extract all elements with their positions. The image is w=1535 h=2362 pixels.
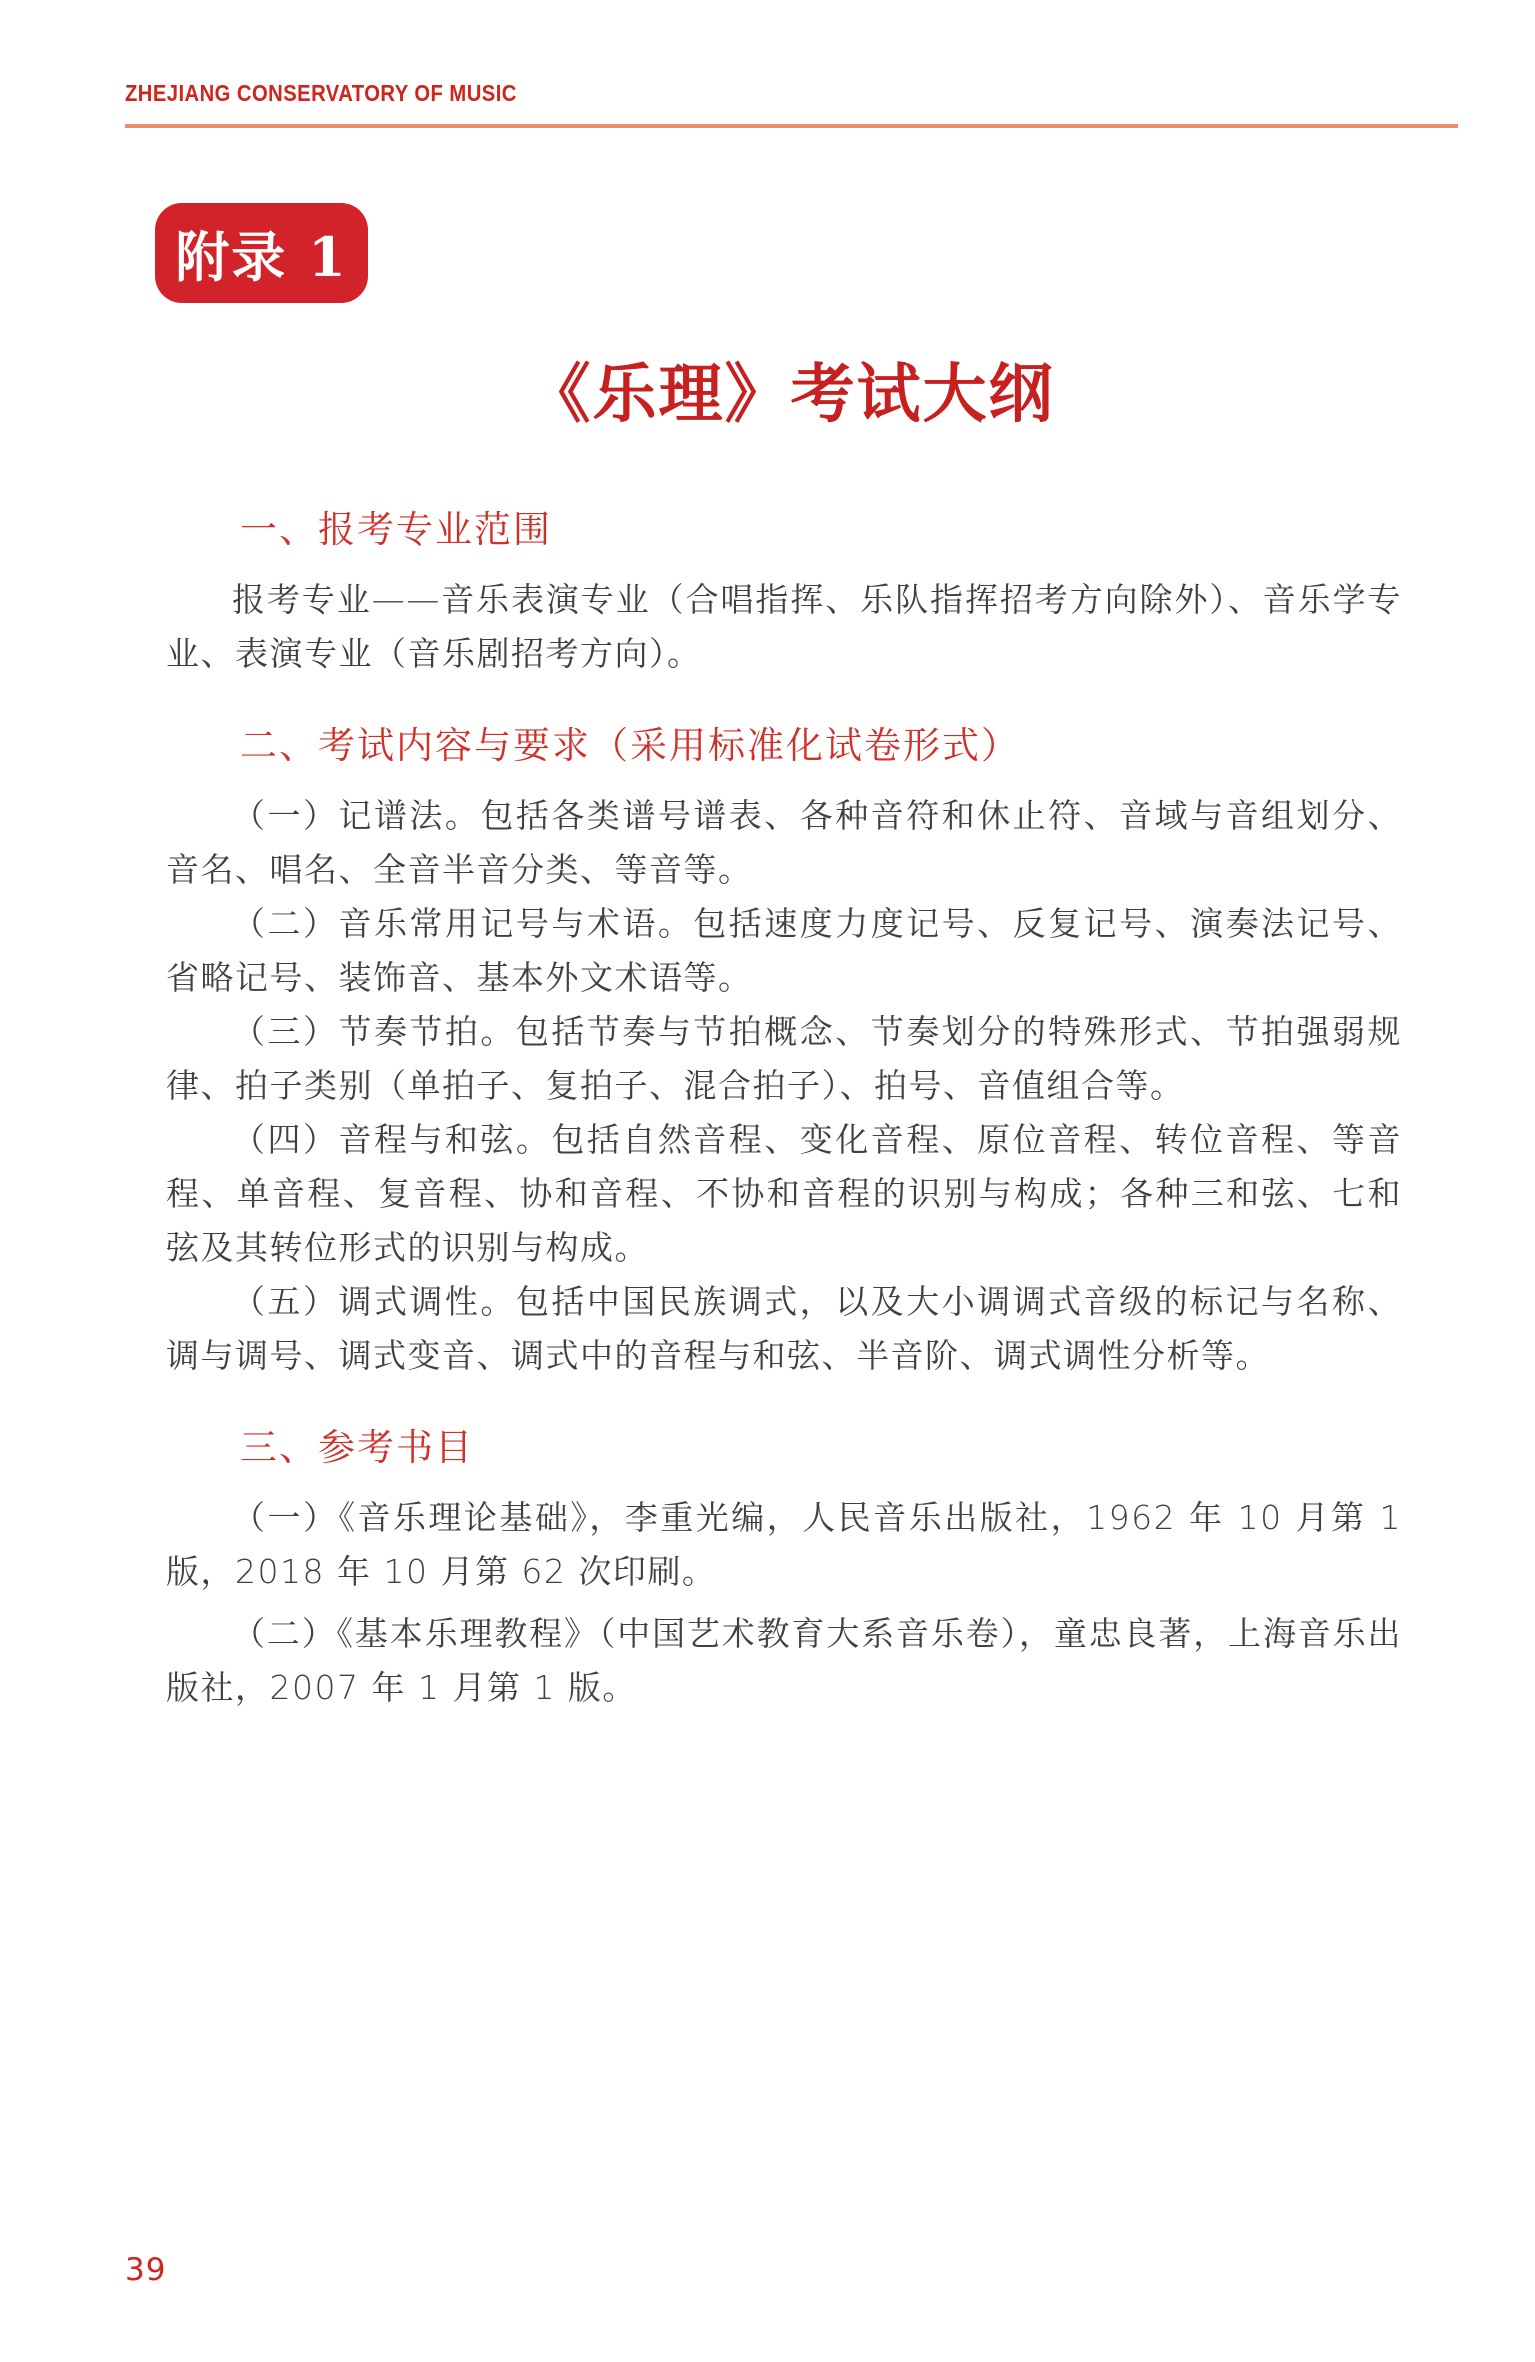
page-number: 39 <box>125 2252 167 2288</box>
masthead-text: ZHEJIANG CONSERVATORY OF MUSIC <box>125 80 517 106</box>
section <box>166 719 1402 1383</box>
appendix-badge <box>155 203 368 303</box>
content <box>166 503 1402 1715</box>
paragraph: 报考专业——音乐表演专业（合唱指挥、乐队指挥招考方向除外）、音乐学专业、表演专业（音乐剧招考方向）。 <box>166 580 1402 673</box>
paragraph: （一）记谱法。包括各类谱号谱表、各种音符和休止符、音域与音组划分、音名、唱名、全音半音分类、等音等。 <box>166 796 1402 889</box>
paragraph: （四）音程与和弦。包括自然音程、变化音程、原位音程、转位音程、等音程、单音程、复音程、协和音程、不协和音程的识别与构成；各种三和弦、七和弦及其转位形式的识别与构成。 <box>166 1120 1402 1267</box>
paragraph: （一）《音乐理论基础》，李重光编，人民音乐出版社，1962 年 10 月第 1 版，2018 年 10 月第 62 次印刷。 <box>166 1498 1402 1591</box>
section <box>166 503 1402 681</box>
section-heading: 一、报考专业范围 <box>240 508 552 551</box>
paragraph: （二）音乐常用记号与术语。包括速度力度记号、反复记号、演奏法记号、省略记号、装饰音、基本外文术语等。 <box>166 904 1402 997</box>
header-rule <box>125 124 1458 128</box>
paragraph: （二）《基本乐理教程》（中国艺术教育大系音乐卷），童忠良著，上海音乐出版社，2007 年 1 月第 1 版。 <box>166 1614 1402 1707</box>
document-title: 《乐理》考试大纲 <box>526 357 1055 432</box>
paragraph: （五）调式调性。包括中国民族调式，以及大小调调式音级的标记与名称、调与调号、调式变音、调式中的音程与和弦、半音阶、调式调性分析等。 <box>166 1282 1402 1375</box>
paragraph: （三）节奏节拍。包括节奏与节拍概念、节奏划分的特殊形式、节拍强弱规律、拍子类别（单拍子、复拍子、混合拍子）、拍号、音值组合等。 <box>166 1012 1402 1105</box>
section-heading: 三、参考书目 <box>240 1426 474 1469</box>
section-heading: 二、考试内容与要求（采用标准化试卷形式） <box>240 724 1020 767</box>
appendix-badge-label: 附录 1 <box>175 224 348 289</box>
section <box>166 1421 1402 1715</box>
